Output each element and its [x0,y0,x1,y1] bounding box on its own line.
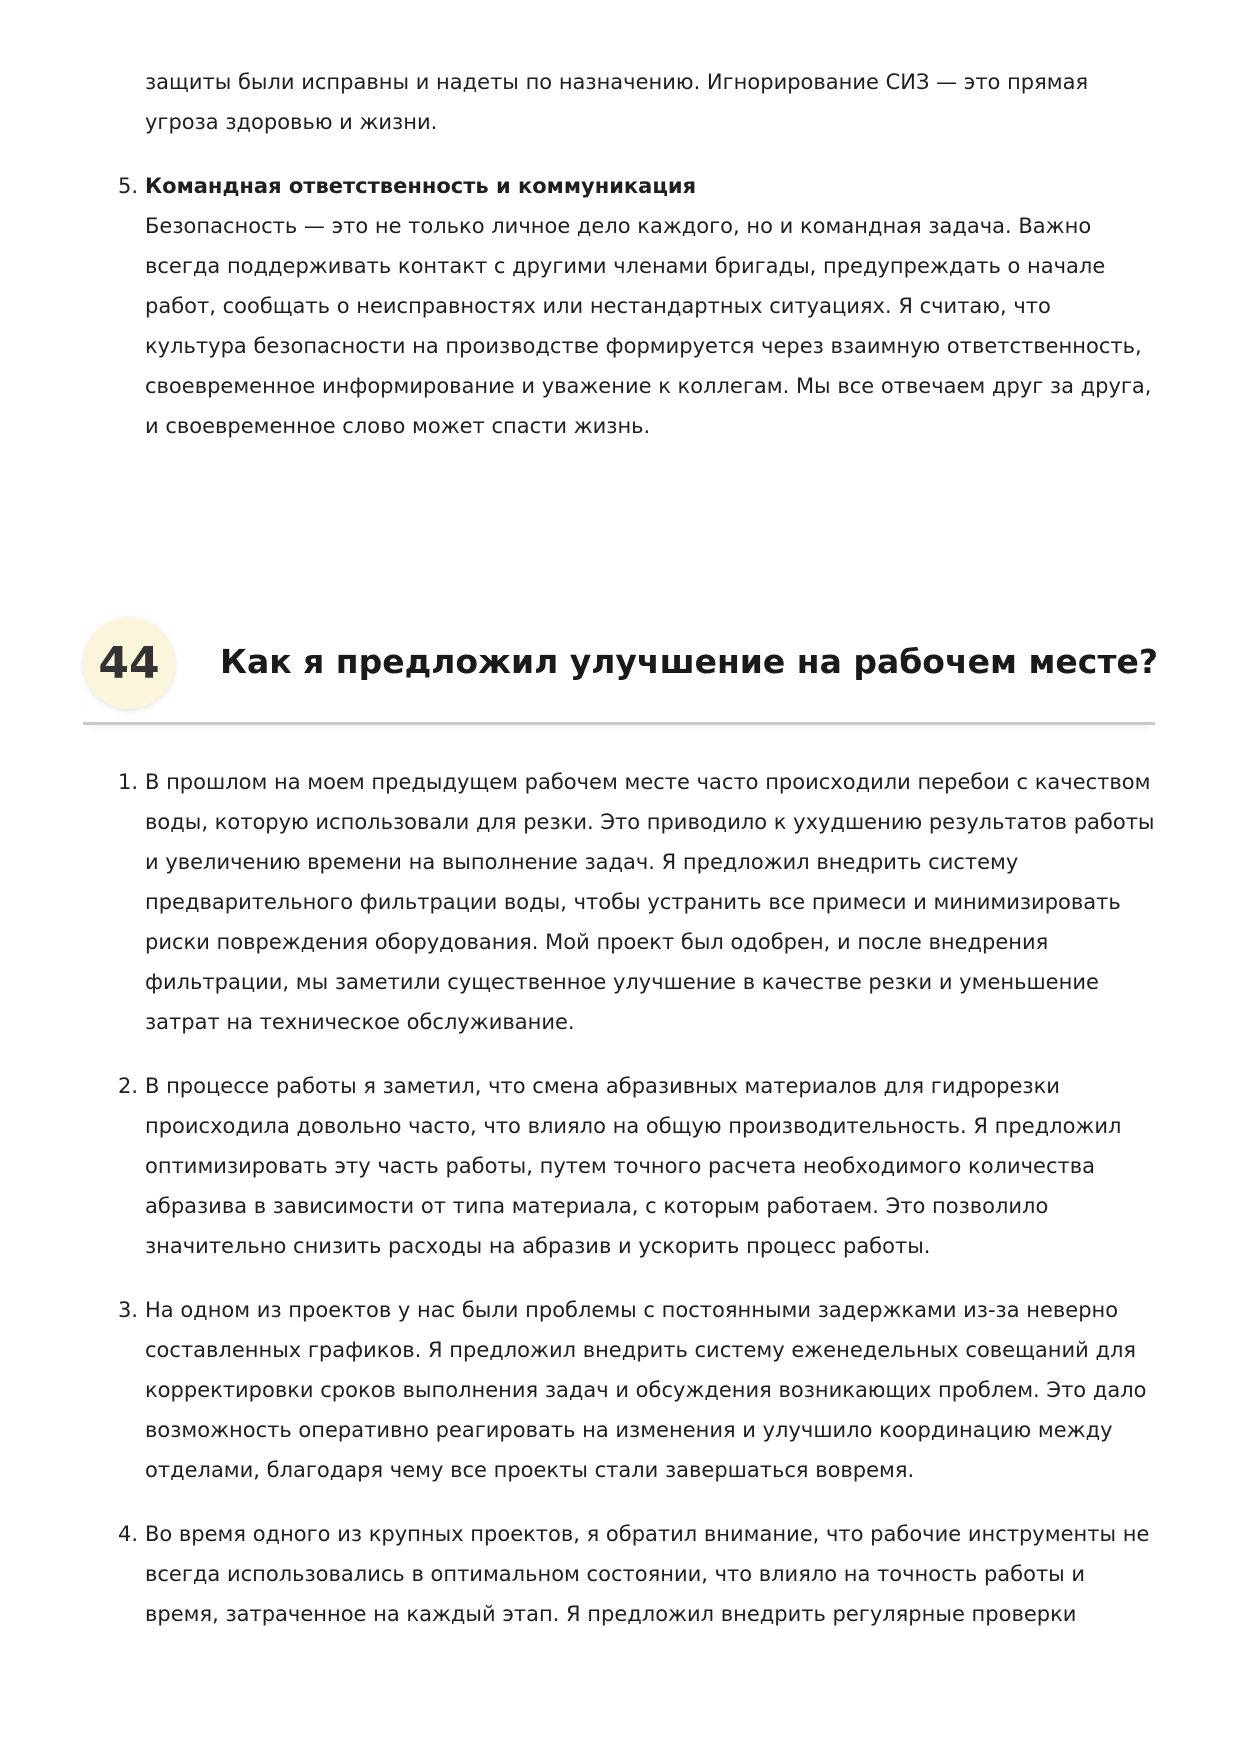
list-item [118,166,1155,446]
list-item-number: 3. [118,1298,139,1322]
continuation-text: защиты были исправны и надеты по назначению. Игнорирование СИЗ — это прямая угроза здоровью и жизни. [145,70,1089,134]
list-item-number: 2. [118,1074,139,1098]
list-item-text: На одном из проектов у нас были проблемы с постоянными задержками из-за неверно составленных графиков. Я предложил внедрить систему еженедельных совещаний для корректировки сроков выполнения задач и обсуждения возникающих проблем. Это дало возможность оперативно реагировать на изменения и улучшило координацию между отделами, благодаря чему все проекты стали завершаться вовремя. [145,1298,1147,1482]
list-item [118,1514,1155,1634]
list-item-body: Безопасность — это не только личное дело каждого, но и командная задача. Важно всегда поддерживать контакт с другими членами бригады, предупреждать о начале работ, сообщать о неисправностях или нестандартных ситуациях. Я считаю, что культура безопасности на производстве формируется через взаимную ответственность, своевременное информирование и уважение к коллегам. Мы все отвечаем друг за друга, и своевременное слово может спасти жизнь. [145,214,1152,438]
list-item [118,1066,1155,1266]
section-number-badge: 44 [83,617,175,709]
list-item-text: В процессе работы я заметил, что смена абразивных материалов для гидрорезки происходила довольно часто, что влияло на общую производительность. Я предложил оптимизировать эту часть работы, путем точного расчета необходимого количества абразива в зависимости от типа материала, с которым работаем. Это позволило значительно снизить расходы на абразив и ускорить процесс работы. [145,1074,1122,1258]
list-item-number: 5. [118,174,139,198]
list-item [118,762,1155,1042]
improvements-list [118,762,1155,1658]
continuation-paragraph [145,62,1155,142]
list-item-text: В прошлом на моем предыдущем рабочем месте часто происходили перебои с качеством воды, которую использовали для резки. Это приводило к ухудшению результатов работы и увеличению времени на выполнение задач. Я предложил внедрить систему предварительного фильтрации воды, чтобы устранить все примеси и минимизировать риски повреждения оборудования. Мой проект был одобрен, и после внедрения фильтрации, мы заметили существенное улучшение в качестве резки и уменьшение затрат на техническое обслуживание. [145,770,1155,1034]
list-item-number: 4. [118,1522,139,1546]
section-title: Как я предложил улучшение на рабочем месте? [220,642,1159,681]
list-item-title: Командная ответственность и коммуникация [145,174,697,198]
list-item-text: Во время одного из крупных проектов, я обратил внимание, что рабочие инструменты не всегда использовались в оптимальном состоянии, что влияло на точность работы и время, затраченное на каждый этап. Я предложил внедрить регулярные проверки [145,1522,1150,1626]
safety-list [118,166,1155,446]
list-item-number: 1. [118,770,139,794]
section-header [83,612,1159,725]
list-item [118,1290,1155,1490]
